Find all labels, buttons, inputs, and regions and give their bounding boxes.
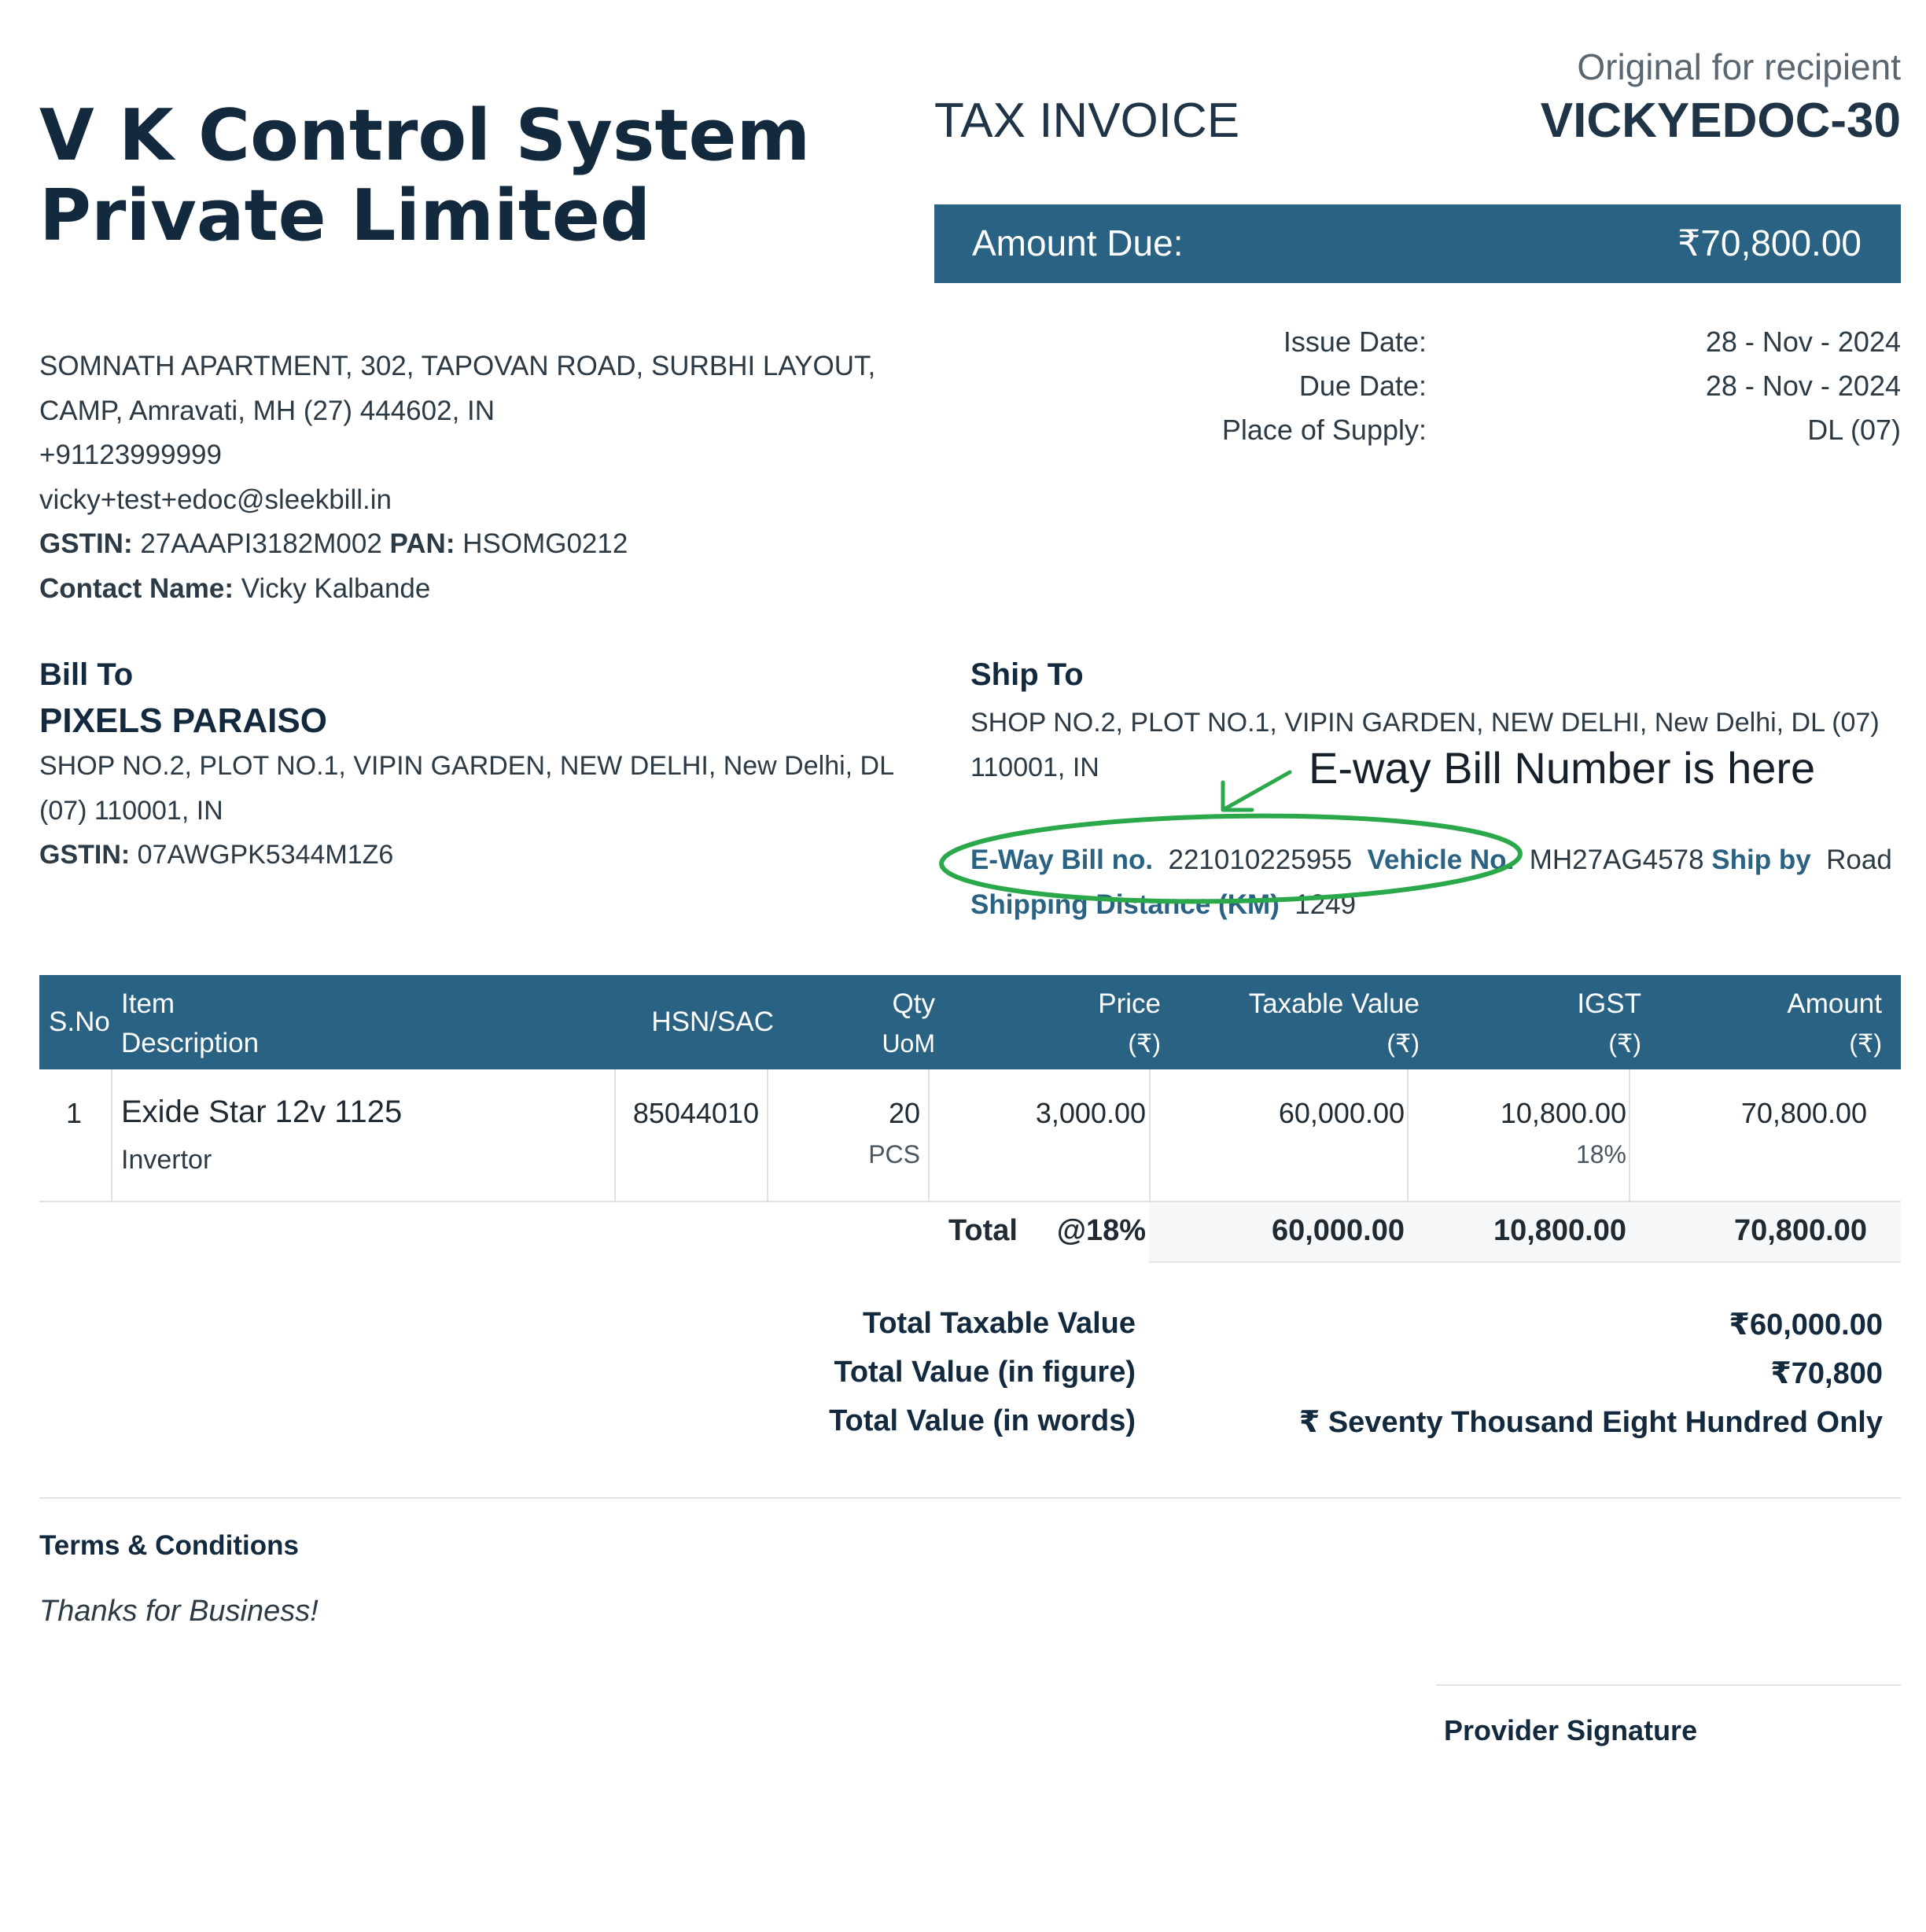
ship-by-value: Road xyxy=(1826,845,1892,875)
row-hsn: 85044010 xyxy=(632,1097,759,1129)
company-address-line1: SOMNATH APARTMENT, 302, TAPOVAN ROAD, SURBHI LAYOUT, xyxy=(39,351,876,381)
col-price-line1: Price xyxy=(1098,988,1161,1019)
bill-gstin-value: 07AWGPK5344M1Z6 xyxy=(137,840,394,870)
bill-to-name: PIXELS PARAISO xyxy=(39,701,327,740)
grid-line xyxy=(928,1069,930,1201)
eway-bill-number: 221010225955 xyxy=(1168,845,1353,875)
col-amount-line2: (₹) xyxy=(1849,1029,1882,1058)
pan-value: HSOMG0212 xyxy=(462,528,628,559)
company-name-line1: V K Control System xyxy=(39,94,811,177)
row-uom: PCS xyxy=(868,1140,920,1168)
grid-line xyxy=(111,1069,112,1201)
annotation-arrow-icon xyxy=(1223,772,1290,810)
bill-to-address-line2: (07) 110001, IN xyxy=(39,795,223,826)
due-date-value: 28 - Nov - 2024 xyxy=(1705,370,1901,402)
invoice-number: VICKYEDOC-30 xyxy=(1540,94,1901,148)
distance-label: Shipping Distance (KM) xyxy=(970,889,1280,920)
total-label: Total xyxy=(948,1214,1018,1247)
company-address-line2: CAMP, Amravati, MH (27) 444602, IN xyxy=(39,395,495,426)
items-table-header xyxy=(39,975,1901,1069)
ship-by-label: Ship by xyxy=(1711,845,1811,875)
summary-words-label: Total Value (in words) xyxy=(829,1404,1136,1437)
annotation-text: E-way Bill Number is here xyxy=(1309,743,1816,793)
vehicle-number: MH27AG4578 xyxy=(1529,845,1704,875)
place-of-supply-value: DL (07) xyxy=(1807,414,1901,446)
ship-to-title: Ship To xyxy=(970,657,1084,692)
col-igst-line1: IGST xyxy=(1577,988,1641,1019)
col-qty xyxy=(882,984,935,1063)
row-taxable: 60,000.00 xyxy=(1278,1097,1405,1129)
total-igst: 10,800.00 xyxy=(1493,1214,1626,1247)
col-item-line1: Item xyxy=(121,988,175,1019)
col-taxable-line2: (₹) xyxy=(1386,1029,1420,1058)
col-item xyxy=(121,984,259,1063)
annotation-overlay xyxy=(0,0,1926,944)
grid-line xyxy=(614,1069,616,1201)
distance-value: 1249 xyxy=(1294,889,1357,920)
col-igst xyxy=(1577,984,1641,1063)
bill-to-title: Bill To xyxy=(39,657,134,692)
col-taxable xyxy=(1249,984,1420,1063)
totals-divider xyxy=(1149,1261,1901,1263)
summary-taxable-label: Total Taxable Value xyxy=(862,1307,1136,1340)
summary-figure-label: Total Value (in figure) xyxy=(834,1356,1136,1389)
summary-words-value: ₹ Seventy Thousand Eight Hundred Only xyxy=(1298,1406,1883,1439)
row-igst-rate: 18% xyxy=(1575,1140,1626,1168)
row-qty: 20 xyxy=(888,1097,920,1129)
terms-title: Terms & Conditions xyxy=(39,1530,299,1561)
signature-label: Provider Signature xyxy=(1444,1714,1698,1746)
ship-to-address-line2: 110001, IN xyxy=(970,752,1099,782)
summary-figure-value: ₹70,800 xyxy=(1770,1357,1883,1390)
company-email: vicky+test+edoc@sleekbill.in xyxy=(39,484,392,515)
company-name-line2: Private Limited xyxy=(39,175,651,257)
eway-bill-label: E-Way Bill no. xyxy=(970,845,1154,875)
row-price: 3,000.00 xyxy=(1035,1097,1146,1129)
col-amount xyxy=(1787,984,1882,1063)
due-date-label: Due Date: xyxy=(1298,370,1427,402)
issue-date-label: Issue Date: xyxy=(1283,326,1427,358)
summary-taxable-value: ₹60,000.00 xyxy=(1729,1308,1883,1341)
place-of-supply-label: Place of Supply: xyxy=(1221,414,1427,446)
row-igst: 10,800.00 xyxy=(1500,1097,1626,1129)
col-igst-line2: (₹) xyxy=(1608,1029,1641,1058)
total-taxable: 60,000.00 xyxy=(1271,1214,1405,1247)
col-hsn: HSN/SAC xyxy=(651,1006,774,1037)
terms-text: Thanks for Business! xyxy=(39,1595,319,1628)
row-sno: 1 xyxy=(66,1097,83,1129)
section-divider xyxy=(39,1497,1901,1499)
col-item-line2: Description xyxy=(121,1028,260,1058)
col-qty-line2: UoM xyxy=(882,1029,935,1058)
document-title: TAX INVOICE xyxy=(934,94,1240,148)
total-rate: @18% xyxy=(1056,1214,1146,1247)
col-price-line2: (₹) xyxy=(1128,1029,1161,1058)
col-taxable-line1: Taxable Value xyxy=(1248,988,1420,1019)
bill-to-address-line1: SHOP NO.2, PLOT NO.1, VIPIN GARDEN, NEW DELHI, New Delhi, DL xyxy=(39,751,895,781)
col-price xyxy=(1098,984,1161,1063)
row-item-name: Exide Star 12v 1125 xyxy=(121,1095,403,1129)
bill-gstin-label: GSTIN: xyxy=(39,840,131,870)
company-phone: +91123999999 xyxy=(39,440,222,470)
signature-line xyxy=(1436,1684,1901,1686)
col-sno: S.No xyxy=(49,1006,110,1037)
copy-label: Original for recipient xyxy=(1577,46,1901,87)
gstin-value: 27AAAPI3182M002 xyxy=(140,528,382,559)
row-amount: 70,800.00 xyxy=(1740,1097,1867,1129)
pan-label: PAN: xyxy=(389,528,455,559)
total-amount: 70,800.00 xyxy=(1733,1214,1867,1247)
gstin-label: GSTIN: xyxy=(39,528,133,559)
row-item-description: Invertor xyxy=(121,1145,212,1175)
amount-due-value: ₹70,800.00 xyxy=(1677,223,1862,263)
contact-value: Vicky Kalbande xyxy=(241,572,431,604)
contact-label: Contact Name: xyxy=(39,572,234,604)
ship-to-address-line1: SHOP NO.2, PLOT NO.1, VIPIN GARDEN, NEW DELHI, New Delhi, DL (07) xyxy=(970,708,1880,738)
vehicle-label: Vehicle No. xyxy=(1367,845,1515,875)
col-qty-line1: Qty xyxy=(892,988,935,1019)
annotation-circle xyxy=(941,811,1521,907)
col-amount-line1: Amount xyxy=(1787,988,1882,1019)
grid-line xyxy=(767,1069,768,1201)
issue-date-value: 28 - Nov - 2024 xyxy=(1705,326,1901,358)
amount-due-label: Amount Due: xyxy=(972,223,1184,263)
